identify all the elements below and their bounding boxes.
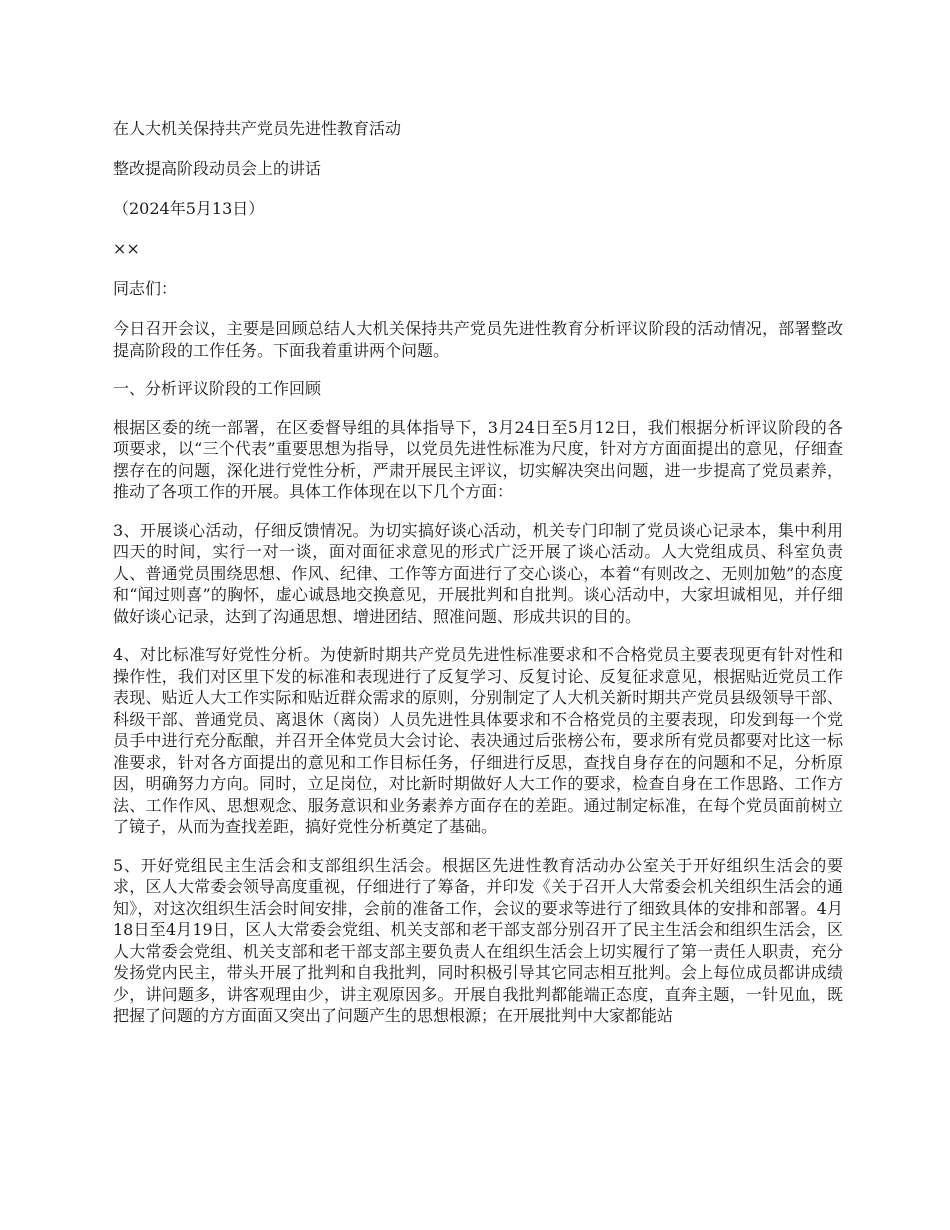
title-line-2: 整改提高阶段动员会上的讲话 — [113, 159, 322, 178]
speech-date: （2024年5月13日） — [113, 199, 265, 218]
salutation: 同志们： — [113, 279, 178, 298]
document-page — [113, 118, 843, 1044]
paragraph-overview: 根据区委的统一部署，在区委督导组的具体指导下，3月24日至5月12日，我们根据分析评议阶段的各项要求，以“三个代表”重要思想为指导，以党员先进性标准为尺度，针对方方面面提出的意见，仔细查摆存在的问题，深化进行党性分析，严肃开展民主评议，切实解决突出问题，进一步提高了党员素养，推动了各项工作的开展。具体工作体现在以下几个方面： — [113, 417, 843, 501]
paragraph-item-5: 5、开好党组民主生活会和支部组织生活会。根据区先进性教育活动办公室关于开好组织生活会的要求，区人大常委会领导高度重视，仔细进行了筹备，并印发《关于召开人大常委会机关组织生活会的通知》，对这次组织生活会时间安排，会前的准备工作，会议的要求等进行了细致具体的安排和部署。4月18日至4月19日，区人大常委会党组、机关支部和老干部支部分别召开了民主生活会和组织生活会，区人大常委会党组、机关支部和老干部支部主要负责人在组织生活会上切实履行了第一责任人职责，充分发扬党内民主，带头开展了批判和自我批判，同时积极引导其它同志相互批判。会上每位成员都讲成绩少，讲问题多，讲客观理由少，讲主观原因多。开展自我批判都能端正态度，直奔主题，一针见血，既把握了问题的方方面面又突出了问题产生的思想根源；在开展批判中大家都能站 — [113, 855, 843, 1025]
paragraph-item-4: 4、对比标准写好党性分析。为使新时期共产党员先进性标准要求和不合格党员主要表现更有针对性和操作性，我们对区里下发的标准和表现进行了反复学习、反复讨论、反复征求意见，根据贴近党员工作表现、贴近人大工作实际和贴近群众需求的原则，分别制定了人大机关新时期共产党员县级领导干部、科级干部、普通党员、离退休（离岗）人员先进性具体要求和不合格党员的主要表现，印发到每一个党员手中进行充分酝酿，并召开全体党员大会讨论、表决通过后张榜公布，要求所有党员都要对比这一标准要求，针对各方面提出的意见和工作目标任务，仔细进行反思，查找自身存在的问题和不足，分析原因，明确努力方向。同时，立足岗位，对比新时期做好人大工作的要求，检查自身在工作思路、工作方法、工作作风、思想观念、服务意识和业务素养方面存在的差距。通过制定标准，在每个党员面前树立了镜子，从而为查找差距，搞好党性分析奠定了基础。 — [113, 645, 843, 836]
paragraph-intro: 今日召开会议，主要是回顾总结人大机关保持共产党员先进性教育分析评议阶段的活动情况，部署整改提高阶段的工作任务。下面我着重讲两个问题。 — [113, 319, 843, 360]
speaker-name: ×× — [113, 239, 140, 258]
section-heading-1: 一、分析评议阶段的工作回顾 — [113, 379, 322, 398]
title-line-1: 在人大机关保持共产党员先进性教育活动 — [113, 119, 402, 138]
paragraph-item-3: 3、开展谈心活动，仔细反馈情况。为切实搞好谈心活动，机关专门印制了党员谈心记录本，集中利用四天的时间，实行一对一谈，面对面征求意见的形式广泛开展了谈心活动。人大党组成员、科室负责人、普通党员围绕思想、作风、纪律、工作等方面进行了交心谈心，本着“有则改之、无则加勉”的态度和“闻过则喜”的胸怀，虚心诚恳地交换意见，开展批判和自批判。谈心活动中，大家坦诚相见，并仔细做好谈心记录，达到了沟通思想、增进团结、照准问题、形成共识的目的。 — [113, 520, 843, 626]
